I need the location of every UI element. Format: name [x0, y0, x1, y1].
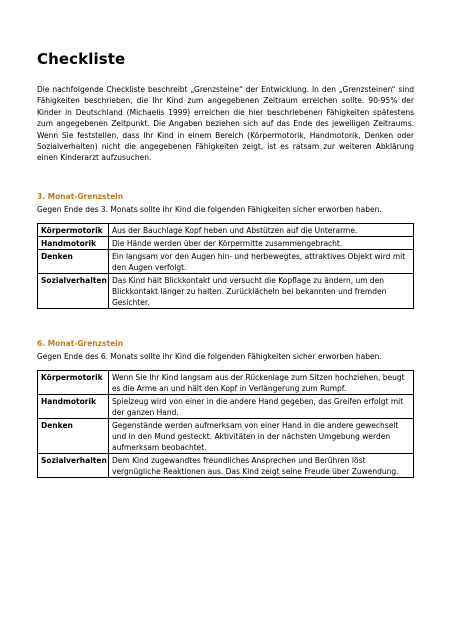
category-cell: Handmotorik — [38, 237, 109, 250]
description-cell: Die Hände werden über der Körpermitte zusammengebracht. — [109, 237, 414, 250]
section-title-6-month: 6. Monat-Grenzstein — [37, 339, 124, 348]
category-cell: Körpermotorik — [38, 224, 109, 237]
category-cell: Handmotorik — [38, 395, 109, 419]
description-cell: Wenn Sie Ihr Kind langsam aus der Rückenlage zum Sitzen hochziehen, beugt es die Arme an und hält den Kopf in Verlängerung zum Rumpf. — [109, 371, 414, 395]
table-row — [38, 419, 414, 454]
table-row — [38, 250, 414, 274]
category-cell: Sozialverhalten — [38, 274, 109, 309]
checklist-table-3-month — [37, 223, 414, 309]
category-cell: Körpermotorik — [38, 371, 109, 395]
checklist-table-6-month — [37, 370, 414, 478]
page-title: Checkliste — [37, 50, 126, 68]
section-title-3-month: 3. Monat-Grenzstein — [37, 192, 124, 201]
category-cell: Denken — [38, 250, 109, 274]
table-row — [38, 395, 414, 419]
category-cell: Sozialverhalten — [38, 454, 109, 478]
description-cell: Ein langsam vor den Augen hin- und herbewegtes, attraktives Objekt wird mit den Augen verfolgt. — [109, 250, 414, 274]
description-cell: Das Kind hält Blickkontakt und versucht die Kopflage zu ändern, um den Blickkontakt länger zu halten. Zurücklächeln bei bekannten und fremden Gesichter. — [109, 274, 414, 309]
section-subtitle-3-month: Gegen Ende des 3. Monats sollte ihr Kind die folgenden Fähigkeiten sicher erworben haben. — [37, 205, 382, 214]
description-cell: Aus der Bauchlage Kopf heben und Abstützen auf die Unterarme. — [109, 224, 414, 237]
description-cell: Gegenstände werden aufmerksam von einer Hand in die andere gewechselt und in den Mund gesteckt. Aktivitäten in der nächsten Umgebung werden aufmerksam beobachtet. — [109, 419, 414, 454]
section-subtitle-6-month: Gegen Ende des 6. Monats sollte ihr Kind die folgenden Fähigkeiten sicher erworben haben. — [37, 352, 382, 361]
table-row — [38, 371, 414, 395]
table-row — [38, 274, 414, 309]
table-row — [38, 454, 414, 478]
table-row — [38, 237, 414, 250]
description-cell: Dem Kind zugewandtes freundliches Ansprechen und Berühren löst vergnügliche Reaktionen aus. Das Kind zeigt seine Freude über Zuwendung. — [109, 454, 414, 478]
intro-paragraph: Die nachfolgende Checkliste beschreibt „Grenzsteine“ der Entwicklung. In den „Grenzsteinen“ sind Fähigkeiten beschrieben, die Ihr Kind zum angegebenen Zeitraum erreichen sollte. 90-95% der Kinder in Deutschland (Michaelis 1999) erreichen die hier beschriebenen Fähigkeiten spätestens zum angegebenen Zeitpunkt. Die Angaben beziehen sich auf das Ende des jeweiligen Zeitraums. Wenn Sie feststellen, dass Ihr Kind in einem Bereich (Körpermotorik, Handmotorik, Denken oder Sozialverhalten) nicht die angegebenen Fähigkeiten zeigt, ist es ratsam zur weiteren Abklärung einen Kinderarzt aufzusuchen. — [37, 85, 414, 163]
description-cell: Spielzeug wird von einer in die andere Hand gegeben, das Greifen erfolgt mit der ganzen Hand. — [109, 395, 414, 419]
category-cell: Denken — [38, 419, 109, 454]
table-row — [38, 224, 414, 237]
